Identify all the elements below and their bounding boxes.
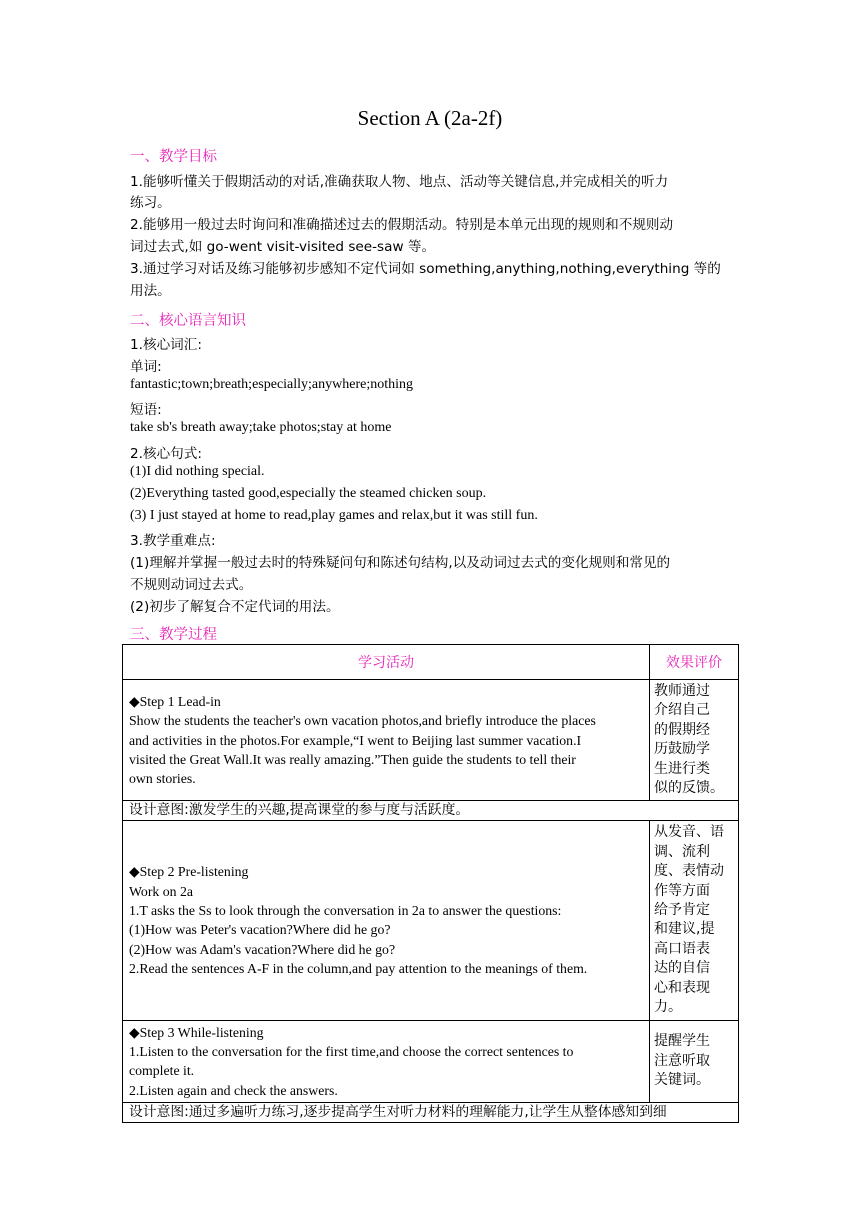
language-line: (2)Everything tasted good,especially the steamed chicken soup.: [130, 486, 487, 501]
step1-line: ◆Step 1 Lead-in: [129, 693, 221, 709]
evaluation-line: 似的反馈。: [654, 780, 724, 797]
step1-line: own stories.: [129, 771, 196, 787]
process-table: [122, 644, 739, 1123]
step2-line: Work on 2a: [129, 883, 194, 899]
step3-line: 1.Listen to the conversation for the first time,and choose the correct sentences to: [129, 1043, 574, 1059]
evaluation-line: 关键词。: [654, 1072, 710, 1089]
design-intent-1: 设计意图:激发学生的兴趣,提高课堂的参与度与活跃度。: [123, 801, 739, 821]
language-line: 2.核心句式:: [130, 446, 202, 462]
objectives-line: 1.能够听懂关于假期活动的对话,准确获取人物、地点、活动等关键信息,并完成相关的听力: [130, 174, 669, 190]
evaluation-line: 给予肯定: [654, 902, 710, 919]
language-line: 3.教学重难点:: [130, 533, 216, 549]
step2-line: 1.T asks the Ss to look through the conversation in 2a to answer the questions:: [129, 903, 562, 919]
heading-language: 二、核心语言知识: [130, 313, 246, 329]
language-line: fantastic;town;breath;especially;anywhere;nothing: [130, 377, 414, 392]
language-line: (1)理解并掌握一般过去时的特殊疑问句和陈述句结构,以及动词过去式的变化规则和常见的: [130, 555, 671, 571]
table-row-step2: [123, 821, 739, 1020]
table-header-row: [123, 645, 739, 680]
language-line: 1.核心词汇:: [130, 337, 202, 353]
language-line: 单词:: [130, 359, 162, 375]
table-row-step3: [123, 1020, 739, 1103]
column-header-evaluation: 效果评价: [650, 645, 739, 680]
objectives-line: 练习。: [130, 195, 171, 211]
step2-line: 2.Read the sentences A-F in the column,and pay attention to the meanings of them.: [129, 961, 588, 977]
evaluation-line: 力。: [654, 999, 682, 1016]
objectives-line: 3.通过学习对话及练习能够初步感知不定代词如 something,anything,nothing,everything 等的: [130, 261, 721, 277]
step1-activity-cell: [123, 680, 650, 801]
step2-line: (2)How was Adam's vacation?Where did he go?: [129, 941, 396, 957]
table-row-intent2: [123, 1103, 739, 1123]
evaluation-line: 和建议,提: [654, 921, 715, 938]
evaluation-line: 介绍自己: [654, 702, 710, 719]
language-line: (3) I just stayed at home to read,play games and relax,but it was still fun.: [130, 508, 538, 523]
language-line: (2)初步了解复合不定代词的用法。: [130, 599, 340, 615]
objectives-line: 词过去式,如 go-went visit-visited see-saw 等。: [130, 239, 436, 255]
step1-line: Show the students the teacher's own vacation photos,and briefly introduce the places: [129, 713, 596, 729]
evaluation-line: 高口语表: [654, 940, 710, 957]
step1-evaluation-cell: [650, 680, 739, 801]
step3-line: 2.Listen again and check the answers.: [129, 1082, 338, 1098]
objectives-line: 2.能够用一般过去时询问和准确描述过去的假期活动。特别是本单元出现的规则和不规则动: [130, 217, 674, 233]
objectives-line: 用法。: [130, 283, 171, 299]
step3-activity-cell: [123, 1020, 650, 1103]
evaluation-line: 从发音、语: [654, 824, 724, 841]
evaluation-line: 达的自信: [654, 960, 710, 977]
evaluation-line: 作等方面: [654, 882, 710, 899]
design-intent-2: 设计意图:通过多遍听力练习,逐步提高学生对听力材料的理解能力,让学生从整体感知到细: [123, 1103, 739, 1123]
evaluation-line: 的假期经: [654, 721, 710, 738]
language-line: 不规则动词过去式。: [130, 577, 253, 593]
step1-line: visited the Great Wall.It was really amazing.”Then guide the students to tell their: [129, 751, 576, 767]
step2-line: (1)How was Peter's vacation?Where did he go?: [129, 922, 391, 938]
evaluation-line: 提醒学生: [654, 1033, 710, 1050]
step2-evaluation-cell: [650, 821, 739, 1020]
heading-objectives: 一、教学目标: [130, 149, 217, 165]
evaluation-line: 历鼓励学: [654, 741, 710, 758]
language-line: 短语:: [130, 402, 162, 418]
step3-line: ◆Step 3 While-listening: [129, 1024, 264, 1040]
step2-activity-cell: [123, 821, 650, 1020]
table-row-step1: [123, 680, 739, 801]
step3-line: complete it.: [129, 1063, 195, 1079]
language-line: take sb's breath away;take photos;stay at home: [130, 420, 392, 435]
evaluation-line: 生进行类: [654, 760, 710, 777]
evaluation-line: 调、流利: [654, 843, 710, 860]
evaluation-line: 注意听取: [654, 1052, 710, 1069]
step1-line: and activities in the photos.For example,“I went to Beijing last summer vacation.I: [129, 732, 582, 748]
page-title: Section A (2a-2f): [357, 106, 503, 130]
step2-line: ◆Step 2 Pre-listening: [129, 864, 249, 880]
heading-process: 三、教学过程: [130, 627, 217, 643]
evaluation-line: 度、表情动: [654, 863, 724, 880]
evaluation-line: 教师通过: [654, 683, 710, 699]
column-header-activity: 学习活动: [123, 645, 650, 680]
step3-evaluation-cell: [650, 1020, 739, 1103]
table-row-intent1: [123, 801, 739, 821]
evaluation-line: 心和表现: [654, 979, 710, 996]
language-line: (1)I did nothing special.: [130, 464, 265, 479]
